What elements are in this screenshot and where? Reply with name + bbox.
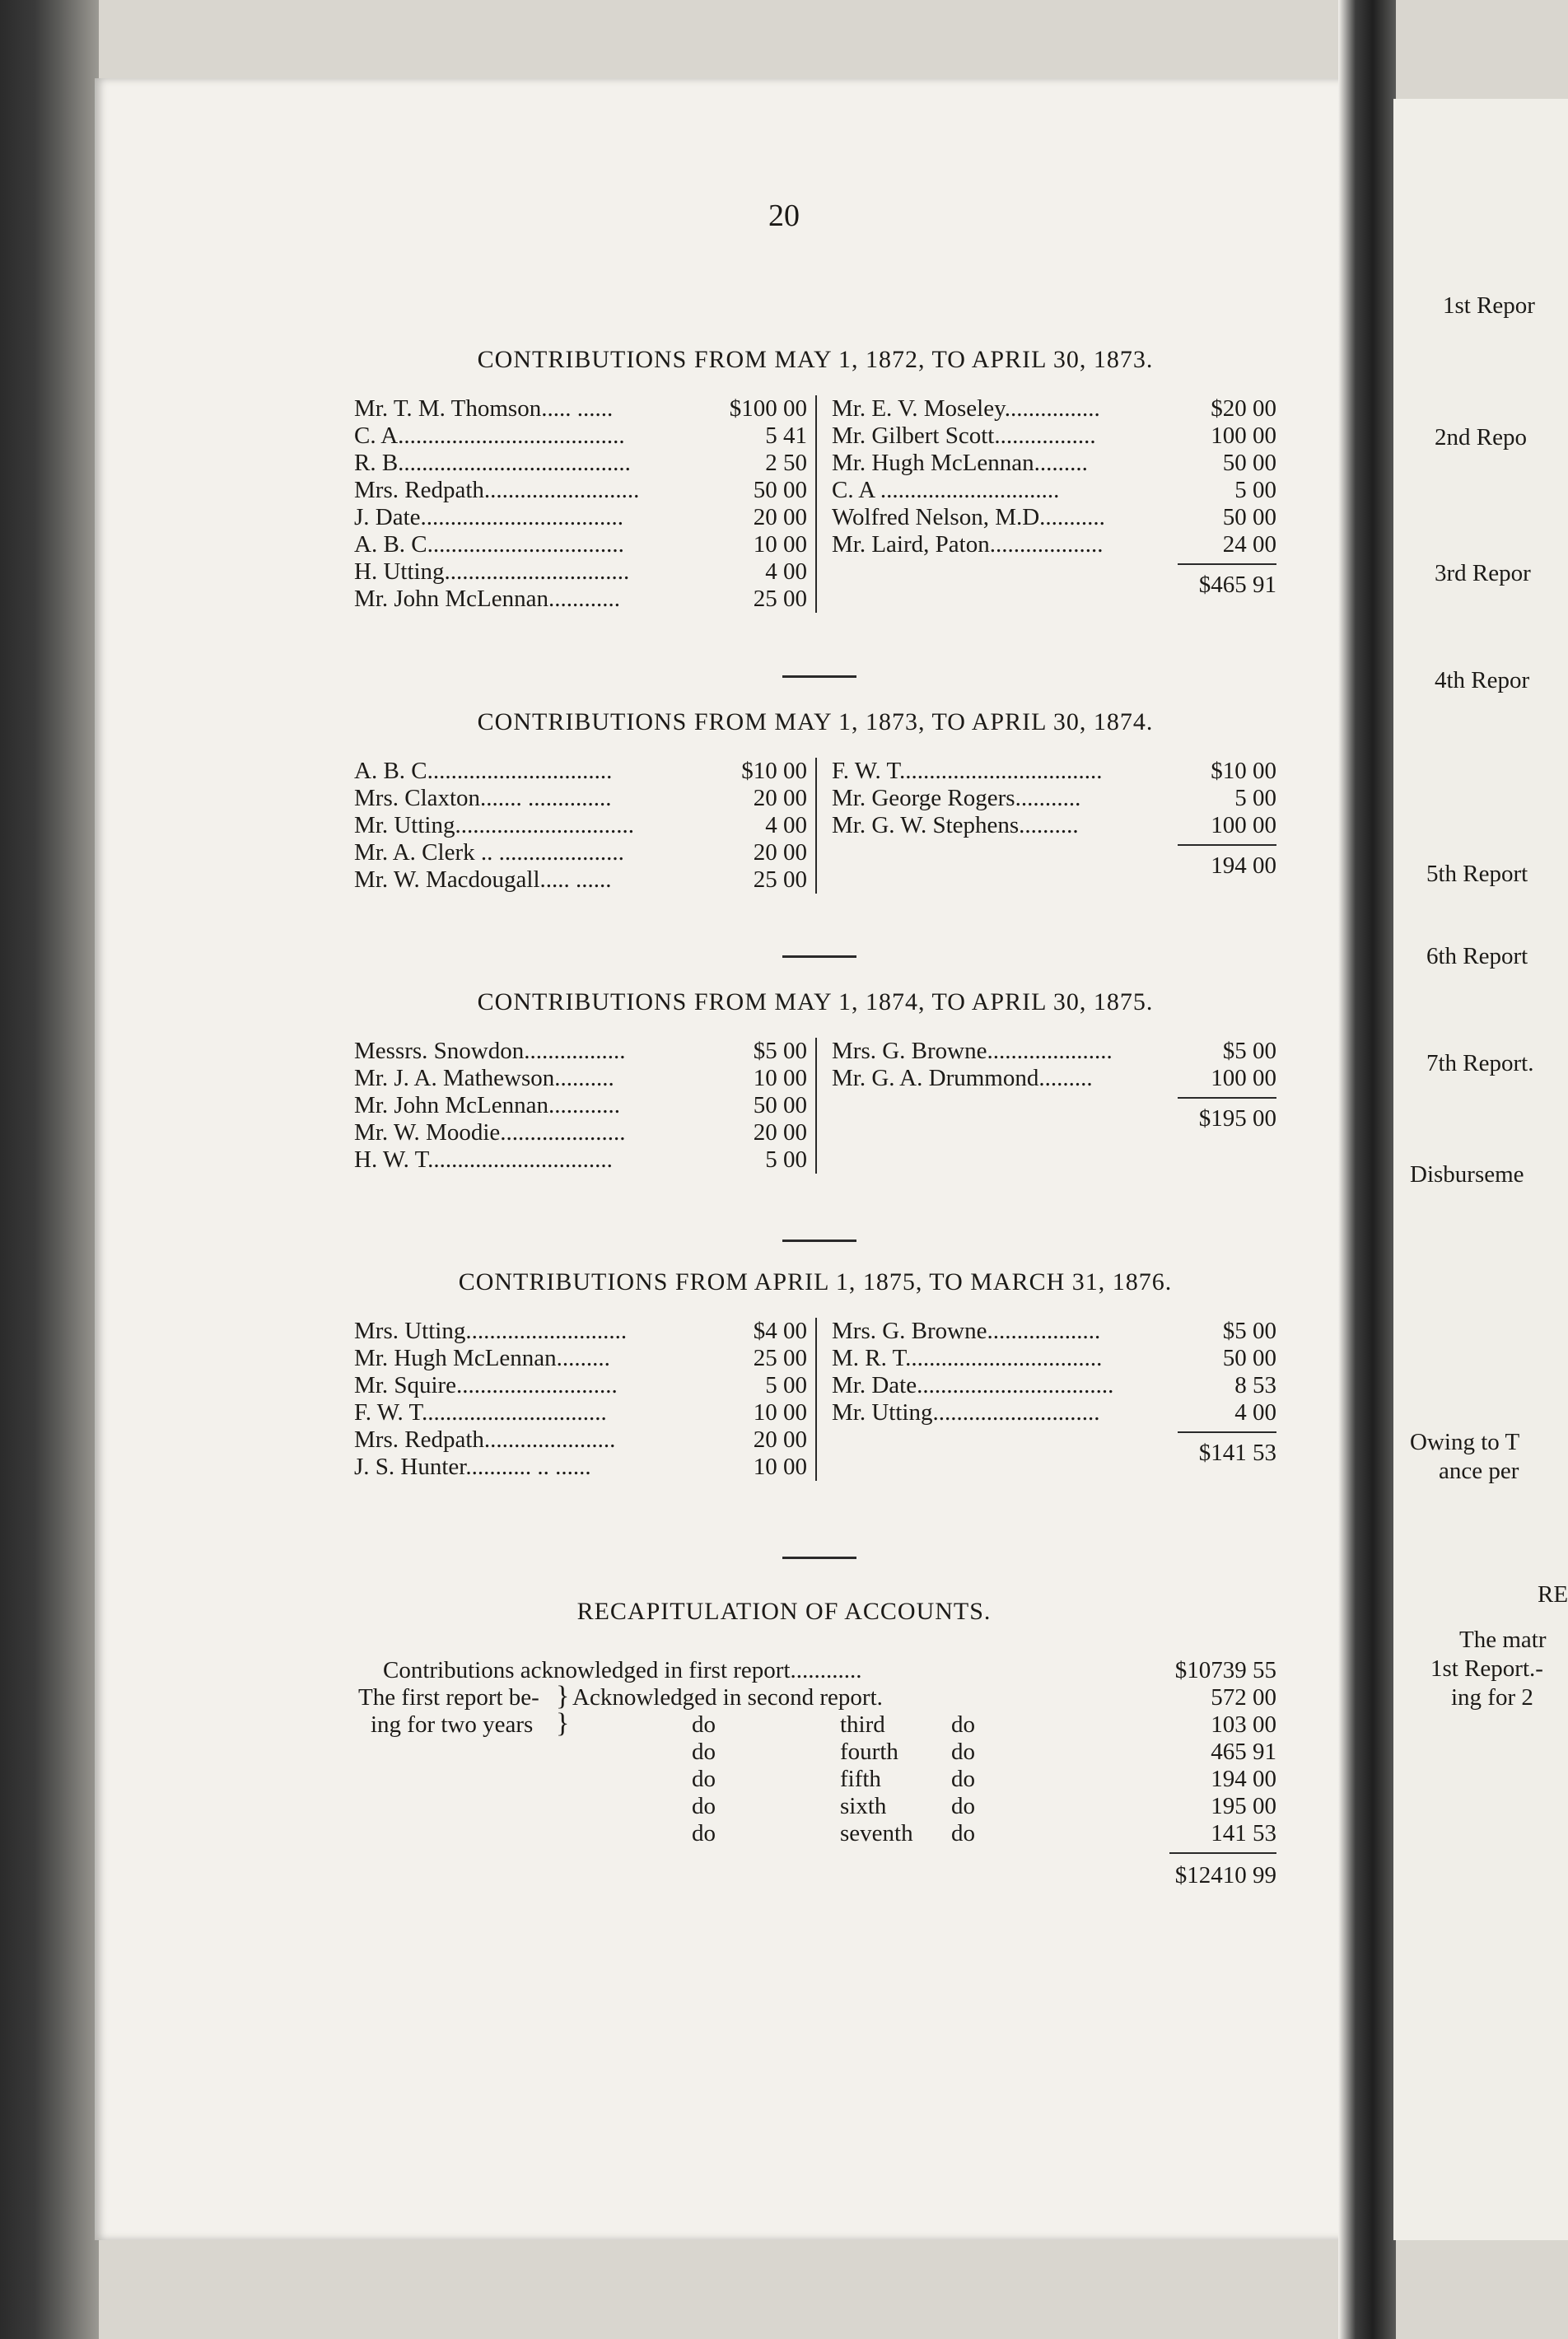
contributor-name: Mr. T. M. Thomson..... ......	[354, 395, 614, 422]
contribution-row	[354, 839, 815, 866]
contributor-name: Mr. W. Macdougall..... ......	[354, 866, 612, 893]
contribution-row	[832, 1318, 1276, 1345]
grand-total-rule	[1169, 1852, 1276, 1854]
adjacent-page-text: The matr	[1459, 1627, 1547, 1653]
adjacent-page-text: ing for 2	[1451, 1684, 1533, 1711]
contributor-name: Messrs. Snowdon.................	[354, 1038, 626, 1064]
adjacent-page-text: 1st Repor	[1443, 292, 1535, 319]
contribution-row	[832, 758, 1276, 785]
contribution-row	[354, 1146, 815, 1174]
recap-bracket-row: ing for two years }	[371, 1708, 570, 1739]
left-column	[354, 1038, 817, 1174]
section-heading: CONTRIBUTIONS FROM APRIL 1, 1875, TO MARCH 31, 1876.	[458, 1268, 1173, 1296]
contribution-row	[354, 504, 815, 531]
contribution-row	[354, 1318, 815, 1345]
contribution-amount: 24 00	[1222, 531, 1276, 558]
contribution-row	[832, 395, 1276, 423]
contributor-name: A. B. C...............................	[354, 758, 613, 784]
contribution-section	[354, 346, 1276, 629]
contribution-row	[354, 1454, 815, 1481]
contribution-amount: 5 00	[1234, 477, 1276, 503]
contribution-amount: 2 50	[765, 450, 807, 476]
contribution-amount: $10 00	[741, 758, 807, 784]
book-gutter	[1338, 0, 1396, 2339]
ditto-mark: do	[692, 1793, 716, 1819]
contribution-amount: 4 00	[1234, 1399, 1276, 1426]
contribution-row	[832, 785, 1276, 812]
contributor-name: Mr. G. W. Stephens..........	[832, 812, 1079, 838]
recap-amount: 194 00	[1211, 1766, 1276, 1792]
adjacent-page-text: 3rd Repor	[1435, 560, 1531, 586]
contribution-row	[354, 1092, 815, 1119]
contribution-row	[354, 450, 815, 477]
contribution-section	[354, 1268, 1276, 1497]
contribution-amount: 100 00	[1211, 1065, 1276, 1091]
contribution-amount: 8 53	[1234, 1372, 1276, 1398]
contributor-name: Mr. E. V. Moseley................	[832, 395, 1100, 422]
recap-amount: 465 91	[1211, 1739, 1276, 1765]
adjacent-page-text: 7th Report.	[1426, 1050, 1534, 1076]
contribution-amount: 10 00	[753, 531, 807, 558]
section-divider	[782, 955, 856, 958]
contribution-row	[354, 423, 815, 450]
section-divider	[782, 675, 856, 678]
adjacent-page-text: ance per	[1439, 1458, 1519, 1484]
section-heading: CONTRIBUTIONS FROM MAY 1, 1874, TO APRIL 30, 1875.	[477, 988, 1154, 1015]
contributor-name: C. A......................................	[354, 423, 625, 449]
ditto-mark: do	[692, 1739, 716, 1765]
recap-second-row: The first report be- } Acknowledged in second report. 572 00	[358, 1681, 1276, 1711]
section-heading: CONTRIBUTIONS FROM MAY 1, 1873, TO APRIL 30, 1874.	[477, 708, 1154, 735]
ditto-mark: do	[951, 1711, 975, 1738]
recap-first-row	[346, 1657, 1276, 1684]
contribution-amount: 20 00	[753, 785, 807, 811]
ditto-mark: do	[951, 1820, 975, 1846]
recap-row	[346, 1766, 1276, 1793]
contribution-row	[832, 1065, 1276, 1092]
total-rule	[1178, 844, 1276, 846]
section-divider	[782, 1240, 856, 1242]
contribution-amount: 4 00	[765, 812, 807, 838]
contribution-amount: $100 00	[729, 395, 807, 422]
section-total: 194 00	[1211, 852, 1276, 879]
recap-row	[346, 1739, 1276, 1766]
contributor-name: Mr. Squire...........................	[354, 1372, 618, 1398]
contribution-amount: 20 00	[753, 504, 807, 530]
contributor-name: Mrs. Redpath......................	[354, 1426, 616, 1453]
contribution-amount: 50 00	[1222, 504, 1276, 530]
contribution-row	[832, 450, 1276, 477]
contribution-row	[354, 758, 815, 785]
contributor-name: J. S. Hunter........... .. ......	[354, 1454, 591, 1480]
contribution-row	[832, 504, 1276, 531]
contributor-name: C. A ..............................	[832, 477, 1060, 503]
contribution-row	[832, 1345, 1276, 1372]
ditto-mark: do	[692, 1820, 716, 1846]
contributor-name: Mrs. G. Browne...................	[832, 1318, 1101, 1344]
recap-bracket-line2: ing for two years	[371, 1711, 534, 1738]
contribution-row	[354, 558, 815, 586]
contribution-amount: 50 00	[1222, 450, 1276, 476]
ditto-mark: do	[692, 1711, 716, 1738]
contributor-name: F. W. T...............................	[354, 1399, 607, 1426]
contribution-amount: 50 00	[1222, 1345, 1276, 1371]
grand-total: $12410 99	[1174, 1862, 1276, 1888]
section-heading: CONTRIBUTIONS FROM MAY 1, 1872, TO APRIL 30, 1873.	[477, 346, 1154, 373]
contribution-amount: 50 00	[753, 1092, 807, 1118]
contribution-amount: 5 00	[765, 1146, 807, 1173]
contributor-name: Mr. Laird, Paton...................	[832, 531, 1104, 558]
contribution-section	[354, 988, 1276, 1190]
recap-table	[346, 1657, 1276, 1889]
contributor-name: Mr. Gilbert Scott.................	[832, 423, 1096, 449]
adjacent-page-text: 2nd Repo	[1435, 424, 1527, 451]
contribution-row	[354, 1399, 815, 1426]
contribution-row	[354, 866, 815, 894]
contribution-row	[832, 423, 1276, 450]
contribution-row	[354, 477, 815, 504]
contribution-amount: 10 00	[753, 1454, 807, 1480]
adjacent-page-text: 1st Report.-	[1430, 1655, 1543, 1682]
contribution-row	[354, 586, 815, 613]
recap-amount: 103 00	[1211, 1711, 1276, 1738]
adjacent-page-text: Owing to T	[1410, 1429, 1520, 1455]
contribution-amount: 5 41	[765, 423, 807, 449]
report-ordinal: seventh	[840, 1820, 913, 1846]
recap-first-label: Contributions acknowledged in first report............	[383, 1657, 862, 1683]
contributor-name: M. R. T.................................	[832, 1345, 1103, 1371]
section-total: $465 91	[1198, 572, 1276, 598]
right-column	[832, 1318, 1276, 1467]
contribution-amount: $5 00	[1222, 1038, 1276, 1064]
contributor-name: Mr. John McLennan............	[354, 586, 620, 612]
contribution-amount: 20 00	[753, 1119, 807, 1146]
adjacent-page	[1393, 99, 1568, 2240]
contribution-amount: 100 00	[1211, 423, 1276, 449]
report-ordinal: fourth	[840, 1739, 898, 1765]
contribution-amount: 10 00	[753, 1399, 807, 1426]
scan-binding-edge	[0, 0, 99, 2339]
contributor-name: Mr. George Rogers...........	[832, 785, 1081, 811]
contribution-amount: $4 00	[753, 1318, 807, 1344]
contribution-row	[354, 395, 815, 423]
adjacent-page-text: RE	[1538, 1581, 1568, 1608]
recap-bracket-line1: The first report be-	[358, 1684, 539, 1711]
ditto-mark: do	[951, 1793, 975, 1819]
contributor-name: Mr. Utting..............................	[354, 812, 634, 838]
report-ordinal: fifth	[840, 1766, 881, 1792]
contribution-amount: 5 00	[765, 1372, 807, 1398]
contribution-row	[354, 1038, 815, 1065]
ditto-mark: do	[951, 1739, 975, 1765]
left-column	[354, 395, 817, 613]
contributor-name: A. B. C.................................	[354, 531, 624, 558]
contributor-name: F. W. T..................................	[832, 758, 1103, 784]
contributor-name: J. Date..................................	[354, 504, 624, 530]
adjacent-page-text: 6th Report	[1426, 943, 1528, 969]
contributor-name: Mrs. Claxton....... ..............	[354, 785, 612, 811]
contribution-row	[354, 812, 815, 839]
report-ordinal: sixth	[840, 1793, 887, 1819]
adjacent-page-text: 5th Report	[1426, 861, 1528, 887]
contributor-name: Mr. G. A. Drummond.........	[832, 1065, 1093, 1091]
recap-row	[346, 1793, 1276, 1820]
contribution-amount: 10 00	[753, 1065, 807, 1091]
recap-second-amount: 572 00	[1211, 1684, 1276, 1711]
contributor-name: Mr. Hugh McLennan.........	[354, 1345, 610, 1371]
contribution-amount: 20 00	[753, 1426, 807, 1453]
left-column	[354, 758, 817, 894]
recap-row	[346, 1820, 1276, 1847]
contributor-name: Mr. W. Moodie.....................	[354, 1119, 626, 1146]
left-column	[354, 1318, 817, 1481]
recap-second-label: Acknowledged in second report.	[572, 1684, 883, 1711]
right-column	[832, 1038, 1276, 1132]
section-total: $195 00	[1198, 1105, 1276, 1132]
total-rule	[1178, 563, 1276, 565]
contribution-amount: 100 00	[1211, 812, 1276, 838]
adjacent-page-text: 4th Repor	[1435, 667, 1530, 693]
contribution-amount: 25 00	[753, 586, 807, 612]
contributor-name: R. B.......................................	[354, 450, 631, 476]
contribution-amount: 50 00	[753, 477, 807, 503]
contribution-row	[832, 1372, 1276, 1399]
contribution-row	[354, 531, 815, 558]
total-rule	[1178, 1431, 1276, 1433]
contributor-name: Mrs. Redpath..........................	[354, 477, 640, 503]
contributor-name: Mr. J. A. Mathewson..........	[354, 1065, 614, 1091]
contribution-amount: $20 00	[1211, 395, 1276, 422]
contribution-row	[832, 477, 1276, 504]
recap-amount: 195 00	[1211, 1793, 1276, 1819]
contributor-name: H. W. T...............................	[354, 1146, 613, 1173]
contributor-name: Mr. Utting............................	[832, 1399, 1100, 1426]
contribution-row	[354, 1426, 815, 1454]
report-ordinal: third	[840, 1711, 885, 1738]
contribution-amount: $5 00	[1222, 1318, 1276, 1344]
ditto-mark: do	[951, 1766, 975, 1792]
contributor-name: Mr. A. Clerk .. .....................	[354, 839, 624, 866]
contribution-row	[354, 1065, 815, 1092]
contribution-row	[832, 1038, 1276, 1065]
contributor-name: Mrs. G. Browne.....................	[832, 1038, 1113, 1064]
contribution-amount: 25 00	[753, 866, 807, 893]
contribution-amount: $5 00	[753, 1038, 807, 1064]
right-column	[832, 395, 1276, 599]
contributor-name: Wolfred Nelson, M.D...........	[832, 504, 1105, 530]
contribution-amount: 25 00	[753, 1345, 807, 1371]
total-rule	[1178, 1097, 1276, 1099]
contribution-amount: 4 00	[765, 558, 807, 585]
section-divider	[782, 1557, 856, 1559]
ditto-mark: do	[692, 1766, 716, 1792]
contribution-row	[832, 1399, 1276, 1426]
recap-row	[346, 1708, 1276, 1739]
contributor-name: H. Utting...............................	[354, 558, 630, 585]
right-column	[832, 758, 1276, 880]
adjacent-page-text: Disburseme	[1410, 1161, 1524, 1188]
page-number: 20	[768, 198, 800, 233]
recap-heading: RECAPITULATION OF ACCOUNTS.	[576, 1598, 992, 1625]
recap-amount: 141 53	[1211, 1820, 1276, 1846]
contribution-amount: 5 00	[1234, 785, 1276, 811]
contributor-name: Mr. Date.................................	[832, 1372, 1114, 1398]
contribution-amount: 20 00	[753, 839, 807, 866]
contribution-row	[832, 531, 1276, 558]
contributor-name: Mr. John McLennan............	[354, 1092, 620, 1118]
section-total: $141 53	[1198, 1440, 1276, 1466]
contribution-row	[354, 785, 815, 812]
contributor-name: Mr. Hugh McLennan.........	[832, 450, 1088, 476]
recap-first-amount: $10739 55	[1174, 1657, 1276, 1683]
contribution-amount: $10 00	[1211, 758, 1276, 784]
contributor-name: Mrs. Utting...........................	[354, 1318, 628, 1344]
contribution-section	[354, 708, 1276, 910]
contribution-row	[354, 1119, 815, 1146]
contribution-row	[354, 1345, 815, 1372]
contribution-row	[354, 1372, 815, 1399]
contribution-row	[832, 812, 1276, 839]
